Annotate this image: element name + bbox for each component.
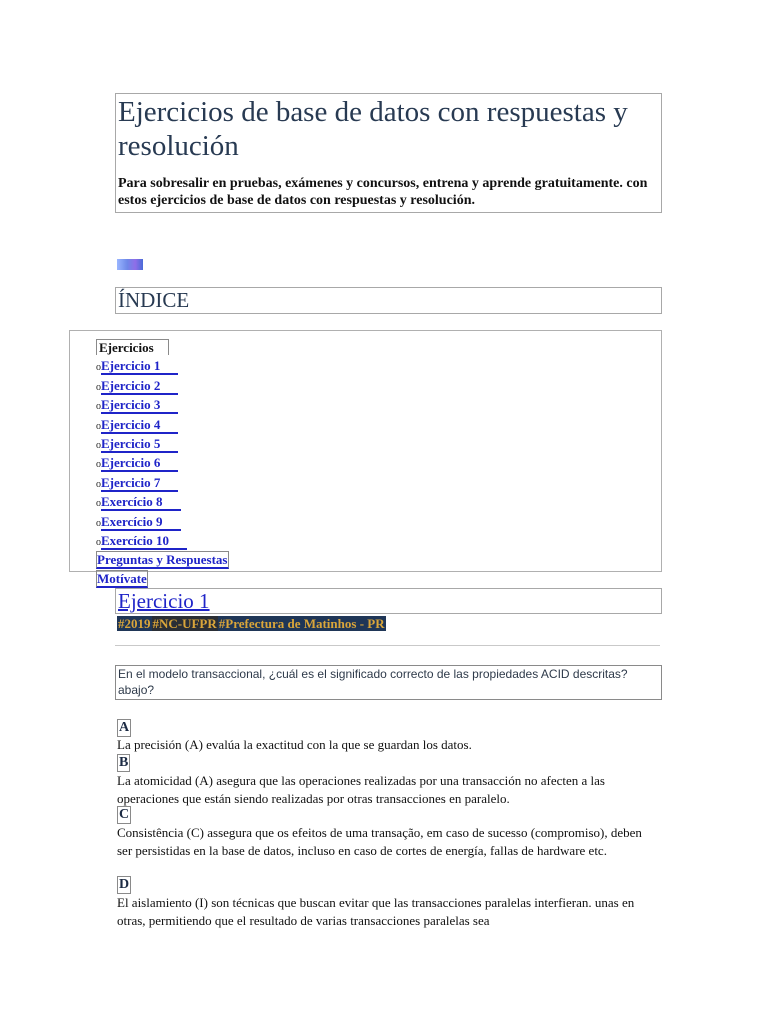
toc-link[interactable]: Ejercicio 2	[101, 378, 178, 395]
exercise-title[interactable]: Ejercicio 1	[118, 589, 210, 613]
exercise-title-box	[115, 588, 662, 614]
option-a[interactable]	[117, 718, 657, 754]
option-b[interactable]	[117, 753, 657, 808]
bullet-circle-icon: o	[96, 478, 101, 490]
toc-item	[96, 396, 229, 415]
page-subtitle: Para sobresalir en pruebas, exámenes y concursos, entrena y aprende gratuitamente. con estos ejercicios de base de datos con respuestas y resolución.	[118, 176, 648, 208]
toc-item	[96, 474, 229, 493]
bullet-circle-icon: o	[96, 420, 101, 432]
option-text: Consistência (C) assegura que os efeitos de uma transação, em caso de sucesso (compromiso), deben ser persistidas en la base de datos, incluso en caso de cortes de energía, fallas de hardware etc.	[117, 825, 642, 858]
page-title: Ejercicios de base de datos con respuestas y resolución	[118, 96, 628, 162]
bullet-circle-icon: o	[96, 362, 101, 374]
option-label: A	[119, 720, 130, 735]
bullet-circle-icon: o	[96, 401, 101, 413]
toc-item	[96, 551, 229, 569]
exercise-tags	[117, 616, 386, 631]
question-text: En el modelo transaccional, ¿cuál es el significado correcto de las propiedades ACID descritas? abajo?	[118, 667, 628, 697]
bullet-circle-icon: o	[96, 459, 101, 471]
toc-item	[96, 493, 229, 512]
toc-link[interactable]: Ejercicio 6	[101, 455, 178, 472]
option-label: D	[119, 877, 130, 892]
tag-year[interactable]: #2019	[118, 616, 151, 631]
bullet-circle-icon: o	[96, 537, 101, 549]
bullet-circle-icon: o	[96, 498, 101, 510]
option-label: C	[119, 807, 130, 822]
toc-link[interactable]: Ejercicios	[96, 339, 169, 355]
toc-link[interactable]: Ejercicio 5	[101, 436, 178, 453]
toc-item	[96, 513, 229, 532]
toc-item	[96, 435, 229, 454]
table-of-contents	[69, 330, 662, 586]
option-text: La precisión (A) evalúa la exactitud con la que se guardan los datos.	[117, 737, 472, 752]
toc-item	[96, 357, 229, 376]
index-title-box	[115, 287, 662, 314]
tag-institution[interactable]: #Prefectura de Matinhos - PR	[218, 616, 385, 631]
toc-link[interactable]: Ejercicio 4	[101, 417, 178, 434]
question-box	[115, 665, 662, 700]
toc-link[interactable]: Ejercicio 3	[101, 397, 178, 414]
toc-link[interactable]: Exercício 10	[101, 533, 187, 550]
toc-link[interactable]: Motívate	[97, 570, 147, 586]
tag-board[interactable]: #NC-UFPR	[152, 616, 217, 631]
option-text: El aislamiento (I) son técnicas que buscan evitar que las transacciones paralelas interfieran. unas en otras, permitiendo que el resultado de varias transacciones paralelas sea	[117, 895, 635, 928]
toc-link[interactable]: Ejercicio 7	[101, 475, 178, 492]
toc-link[interactable]: Exercício 9	[101, 514, 181, 531]
toc-item	[96, 570, 229, 588]
toc-item	[96, 416, 229, 435]
option-text: La atomicidad (A) asegura que las operaciones realizadas por una transacción no afecten a las operaciones que están siendo realizadas por otras transacciones en paralelo.	[117, 773, 605, 806]
bullet-circle-icon: o	[96, 440, 101, 452]
option-label: B	[119, 755, 129, 770]
banner-image	[117, 259, 143, 270]
toc-item	[96, 454, 229, 473]
toc-link[interactable]: Exercício 8	[101, 494, 181, 511]
toc-list	[96, 339, 229, 588]
toc-link[interactable]: Ejercicio 1	[101, 358, 178, 375]
index-title: ÍNDICE	[118, 288, 190, 312]
bullet-circle-icon: o	[96, 381, 101, 393]
header-box	[115, 93, 662, 213]
option-c[interactable]	[117, 805, 657, 860]
toc-item	[96, 532, 229, 551]
toc-link[interactable]: Preguntas y Respuestas	[97, 552, 228, 568]
toc-item	[96, 377, 229, 396]
separator	[115, 645, 660, 646]
toc-item	[96, 339, 229, 357]
bullet-circle-icon: o	[96, 517, 101, 529]
option-d[interactable]	[117, 875, 657, 930]
